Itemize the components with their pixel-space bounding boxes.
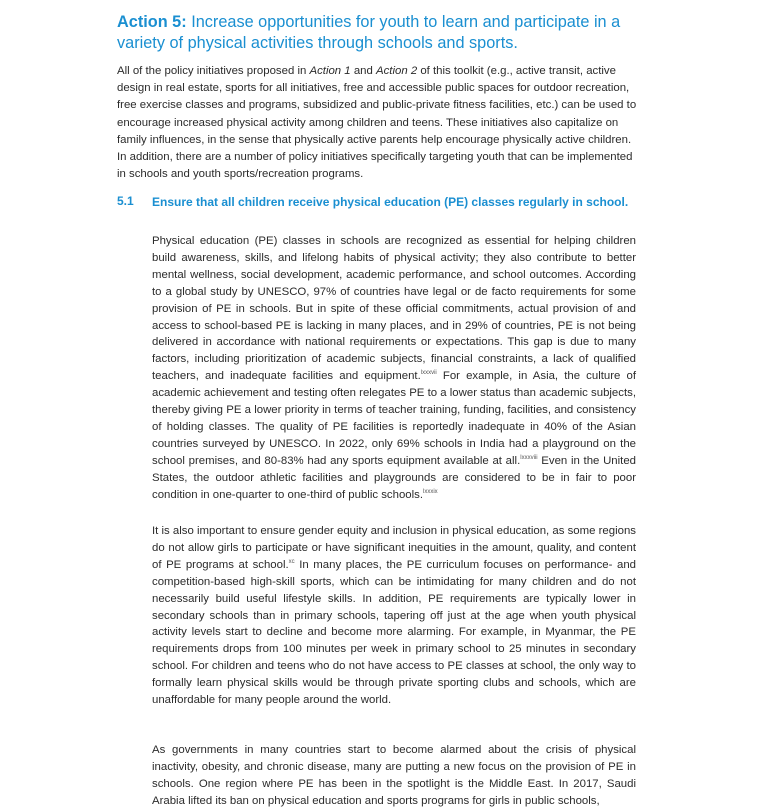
footnote-ref: lxxxviii — [520, 454, 538, 461]
footnote-ref: lxxxix — [423, 488, 438, 495]
intro-action1-ref: Action 1 — [309, 65, 351, 77]
section-number: 5.1 — [117, 194, 134, 208]
intro-paragraph — [117, 63, 637, 183]
footnote-ref: xc — [288, 559, 295, 566]
paragraph-text: Physical education (PE) classes in schools are recognized as essential for helping children build awareness, skills, and lifelong habits of physical activity; they also contribute to better mental wellness, social development, academic performance, and school outcomes. According to a global study by UNESCO, 97% of countries have legal or de facto requirements for some provision of PE in schools. But in spite of these official commitments, actual provision of and access to school-based PE is lacking in many places, and in 29% of countries, PE is not being delivered in accordance with national requirements or expectations. This gap is due to many factors, including prioritization of academic subjects, financial constraints, a lack of qualified teachers, and inadequate facilities and equipment. — [152, 235, 636, 383]
body-paragraph-1 — [152, 233, 636, 504]
intro-text: and — [350, 65, 376, 77]
action-label: Action 5: — [117, 13, 187, 31]
intro-text: All of the policy initiatives proposed in — [117, 65, 310, 77]
action-heading — [117, 12, 657, 54]
action-title: Increase opportunities for youth to learn and participate in a variety of physical activities through schools and sports. — [117, 13, 621, 52]
paragraph-text: In many places, the PE curriculum focuses on performance- and competition-based high-skill sports, which can be intimidating for many children and do not necessarily build useful lifestyle skills. In addition, PE requirements are typically lower in secondary schools than in primary schools, tapering off just at the age when youth physical activity levels start to decline and become more alarming. For example, in Myanmar, the PE requirements drops from 100 minutes per week in primary school to 25 minutes in secondary school. For children and teens who do not have access to PE classes at school, the only way to formally learn physical skills would be through private sporting clubs and schools, which are unaffordable for many people around the world. — [152, 558, 636, 707]
paragraph-text: For example, in Asia, the culture of academic achievement and testing often relegates PE to a lower status than academic subjects, thereby giving PE a lower priority in terms of teacher training, funding, facilities, and consistency of holding classes. The quality of PE facilities is reportedly inadequate in 40% of the Asian countries surveyed by UNESCO. In 2022, only 69% schools in India had a playground on the school premises, and 80-83% had any sports equipment available at all. — [152, 370, 636, 467]
paragraph-text: Even in the United States, the outdoor athletic facilities and playgrounds are considered to be in fair to poor condition in one-quarter to one-third of public schools. — [152, 454, 636, 501]
body-paragraph-2 — [152, 523, 636, 709]
section-title: Ensure that all children receive physical education (PE) classes regularly in school. — [152, 195, 629, 209]
paragraph-text: As governments in many countries start to become alarmed about the crisis of physical inactivity, obesity, and chronic disease, many are putting a new focus on the provision of PE in schools. One region where PE has been in the spotlight is the Middle East. In 2017, Saudi Arabia lifted its ban on physical education and sports programs for girls in public schools, — [152, 744, 636, 807]
intro-text: of this toolkit (e.g., active transit, active design in real estate, sports for all initiatives, free and accessible public spaces for outdoor recreation, free exercise classes and programs, subsidized and public-private fitness facilities, etc.) can be used to encourage increased physical activity among children and teens. These initiatives also capitalize on family influences, in the sense that physically active parents help encourage physically active children. In addition, there are a number of policy initiatives specifically targeting youth that can be implemented in schools and youth sports/recreation programs. — [117, 65, 637, 181]
intro-action2-ref: Action 2 — [376, 65, 418, 77]
footnote-ref: lxxxvii — [420, 370, 437, 377]
paragraph-text: It is also important to ensure gender equity and inclusion in physical education, as some regions do not allow girls to participate or have significant inequities in the amount, quality, and content of PE programs at school. — [152, 525, 636, 571]
body-paragraph-3 — [152, 742, 636, 810]
